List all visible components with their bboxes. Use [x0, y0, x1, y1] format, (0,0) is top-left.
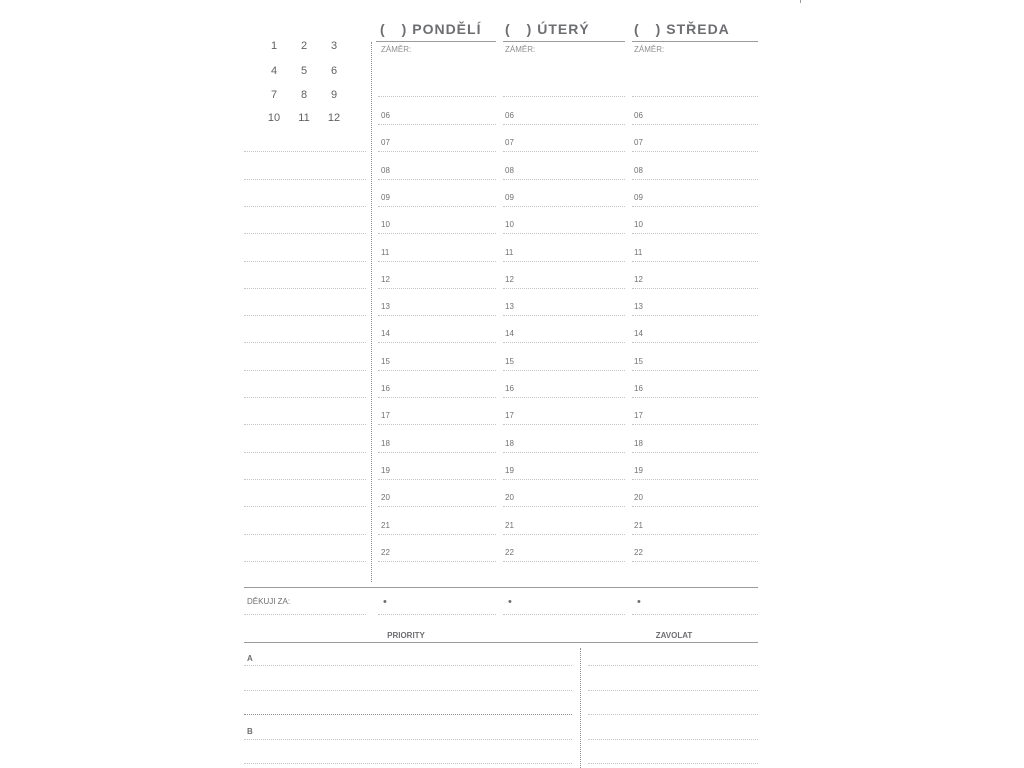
hour-label: 06 — [505, 111, 514, 120]
notes-line — [244, 424, 366, 425]
notes-line — [244, 397, 366, 398]
hour-line — [378, 233, 496, 234]
column-separator — [371, 42, 372, 582]
hour-line — [632, 452, 758, 453]
month-12: 12 — [327, 112, 341, 124]
hour-label: 15 — [634, 356, 643, 366]
priority-title: PRIORITY — [387, 631, 425, 640]
month-10: 10 — [267, 112, 281, 124]
hour-label: 09 — [634, 192, 643, 202]
hour-label: 19 — [634, 465, 643, 475]
hour-label: 22 — [505, 547, 514, 557]
hour-label: 17 — [634, 411, 643, 421]
hour-label: 18 — [634, 438, 643, 448]
priority-line — [244, 690, 572, 691]
month-5: 5 — [300, 65, 308, 77]
hour-line — [378, 151, 496, 152]
hour-label: 10 — [505, 220, 514, 230]
hour-line — [378, 397, 496, 398]
priority-separator — [580, 648, 581, 768]
hour-line — [378, 452, 496, 453]
hour-label: 07 — [634, 138, 643, 148]
hour-line — [632, 315, 758, 316]
notes-line — [244, 370, 366, 371]
hour-line — [378, 288, 496, 289]
hour-line — [503, 561, 625, 562]
hour-line — [503, 534, 625, 535]
hour-label: 12 — [381, 274, 390, 284]
notes-line — [244, 233, 366, 234]
priority-line — [244, 763, 572, 764]
notes-line — [244, 261, 366, 262]
hour-label: 20 — [381, 493, 390, 503]
call-line — [588, 739, 758, 740]
hour-label: 14 — [381, 329, 390, 339]
hour-line — [378, 342, 496, 343]
call-title: ZAVOLAT — [655, 631, 693, 640]
intention-line — [632, 96, 758, 97]
day-header-wednesday — [634, 21, 730, 37]
priority-line — [244, 714, 572, 715]
hour-line — [632, 151, 758, 152]
intention-label: ZÁMĚR: — [505, 45, 536, 54]
hour-label: 22 — [634, 547, 643, 557]
hour-label: 20 — [505, 493, 514, 503]
hour-label: 21 — [634, 520, 643, 530]
day-underline — [503, 41, 625, 42]
month-1: 1 — [270, 40, 278, 52]
hour-label: 13 — [505, 302, 514, 312]
hour-line — [378, 370, 496, 371]
hour-label: 11 — [381, 247, 390, 257]
notes-line — [244, 452, 366, 453]
hour-label: 08 — [381, 165, 390, 175]
hour-line — [632, 534, 758, 535]
day-paren-close: ) — [655, 21, 662, 37]
month-11: 11 — [298, 112, 310, 124]
gratitude-label: DĚKUJI ZA: — [247, 597, 291, 606]
hour-line — [503, 233, 625, 234]
hour-label: 08 — [634, 165, 643, 175]
hour-label: 15 — [381, 356, 390, 366]
day-header-monday — [380, 21, 481, 37]
hour-label: 16 — [381, 384, 390, 393]
hour-line — [503, 479, 625, 480]
call-line — [588, 763, 758, 764]
hour-line — [378, 534, 496, 535]
day-paren-open: ( — [634, 21, 640, 37]
hour-line — [503, 342, 625, 343]
intention-line — [378, 96, 496, 97]
hour-line — [503, 179, 625, 180]
hour-line — [503, 397, 625, 398]
hour-line — [503, 424, 625, 425]
hour-line — [632, 370, 758, 371]
hour-line — [632, 179, 758, 180]
hour-label: 16 — [505, 384, 514, 393]
gratitude-bullet: • — [508, 596, 512, 608]
hour-label: 11 — [634, 247, 643, 257]
hour-label: 18 — [505, 438, 514, 448]
hour-line — [378, 506, 496, 507]
gratitude-line — [378, 614, 496, 615]
hour-label: 11 — [505, 247, 514, 257]
hour-label: 07 — [381, 138, 390, 148]
month-9: 9 — [330, 89, 338, 101]
gratitude-bullet: • — [637, 596, 641, 608]
hour-label: 17 — [381, 411, 390, 421]
hour-line — [632, 479, 758, 480]
hour-line — [378, 206, 496, 207]
month-7: 7 — [270, 89, 278, 101]
hour-label: 12 — [505, 274, 514, 284]
hour-label: 15 — [505, 356, 514, 366]
hour-label: 09 — [505, 192, 514, 202]
call-line — [588, 665, 758, 666]
hour-line — [378, 561, 496, 562]
hour-line — [503, 288, 625, 289]
hour-label: 18 — [381, 438, 390, 448]
hour-line — [378, 479, 496, 480]
hour-line — [632, 397, 758, 398]
hour-label: 19 — [505, 465, 514, 475]
hour-line — [632, 424, 758, 425]
hour-line — [632, 288, 758, 289]
day-paren-close: ) — [526, 21, 533, 37]
day-paren-open: ( — [380, 21, 386, 37]
call-line — [588, 690, 758, 691]
notes-line — [244, 179, 366, 180]
day-underline — [632, 41, 758, 42]
gratitude-line — [632, 614, 758, 615]
hour-line — [503, 151, 625, 152]
hour-label: 13 — [381, 302, 390, 312]
hour-label: 14 — [634, 329, 643, 339]
hour-line — [503, 370, 625, 371]
hour-line — [503, 206, 625, 207]
hour-label: 13 — [634, 302, 643, 312]
notes-line — [244, 151, 366, 152]
hour-line — [503, 315, 625, 316]
priority-a-label: A — [247, 654, 253, 663]
notes-line — [244, 534, 366, 535]
day-name: STŘEDA — [666, 21, 730, 37]
priority-line — [244, 739, 572, 740]
day-header-tuesday — [505, 21, 590, 37]
day-paren-close: ) — [401, 21, 408, 37]
gratitude-line — [244, 614, 366, 615]
gratitude-bullet: • — [383, 596, 387, 608]
hour-line — [632, 206, 758, 207]
hour-line — [632, 342, 758, 343]
hour-label: 17 — [505, 411, 514, 421]
crop-mark — [800, 0, 801, 3]
intention-label: ZÁMĚR: — [634, 45, 665, 54]
hour-line — [503, 124, 625, 125]
hour-label: 08 — [505, 165, 514, 175]
intention-label: ZÁMĚR: — [381, 45, 412, 54]
notes-line — [244, 561, 366, 562]
hour-label: 22 — [381, 547, 390, 557]
priority-line — [244, 665, 572, 666]
hour-label: 14 — [505, 329, 514, 339]
month-2: 2 — [300, 40, 308, 52]
section-divider — [244, 642, 758, 643]
gratitude-line — [503, 614, 625, 615]
notes-line — [244, 506, 366, 507]
hour-line — [632, 561, 758, 562]
call-line — [588, 714, 758, 715]
month-6: 6 — [330, 65, 338, 77]
notes-line — [244, 288, 366, 289]
notes-line — [244, 479, 366, 480]
hour-line — [503, 452, 625, 453]
hour-line — [503, 261, 625, 262]
day-name: PONDĚLÍ — [412, 21, 482, 37]
hour-label: 10 — [381, 220, 390, 230]
day-name: ÚTERÝ — [537, 21, 590, 37]
month-3: 3 — [330, 40, 338, 52]
hour-line — [632, 124, 758, 125]
hour-line — [378, 261, 496, 262]
notes-line — [244, 206, 366, 207]
hour-line — [378, 424, 496, 425]
hour-line — [503, 506, 625, 507]
hour-line — [632, 261, 758, 262]
hour-label: 10 — [634, 220, 643, 230]
hour-line — [632, 233, 758, 234]
day-paren-open: ( — [505, 21, 511, 37]
hour-line — [378, 124, 496, 125]
hour-label: 21 — [381, 520, 390, 530]
priority-b-label: B — [247, 727, 253, 736]
hour-line — [378, 179, 496, 180]
notes-line — [244, 342, 366, 343]
section-divider — [244, 587, 758, 588]
hour-label: 20 — [634, 493, 643, 503]
intention-line — [503, 96, 625, 97]
hour-label: 09 — [381, 192, 390, 202]
hour-label: 12 — [634, 274, 643, 284]
hour-label: 19 — [381, 465, 390, 475]
notes-line — [244, 315, 366, 316]
day-underline — [376, 41, 496, 42]
hour-label: 07 — [505, 138, 514, 148]
hour-label: 16 — [634, 384, 643, 393]
hour-label: 06 — [634, 111, 643, 120]
month-8: 8 — [300, 89, 308, 101]
hour-label: 06 — [381, 111, 390, 120]
hour-line — [632, 506, 758, 507]
hour-label: 21 — [505, 520, 514, 530]
hour-line — [378, 315, 496, 316]
month-4: 4 — [270, 65, 278, 77]
